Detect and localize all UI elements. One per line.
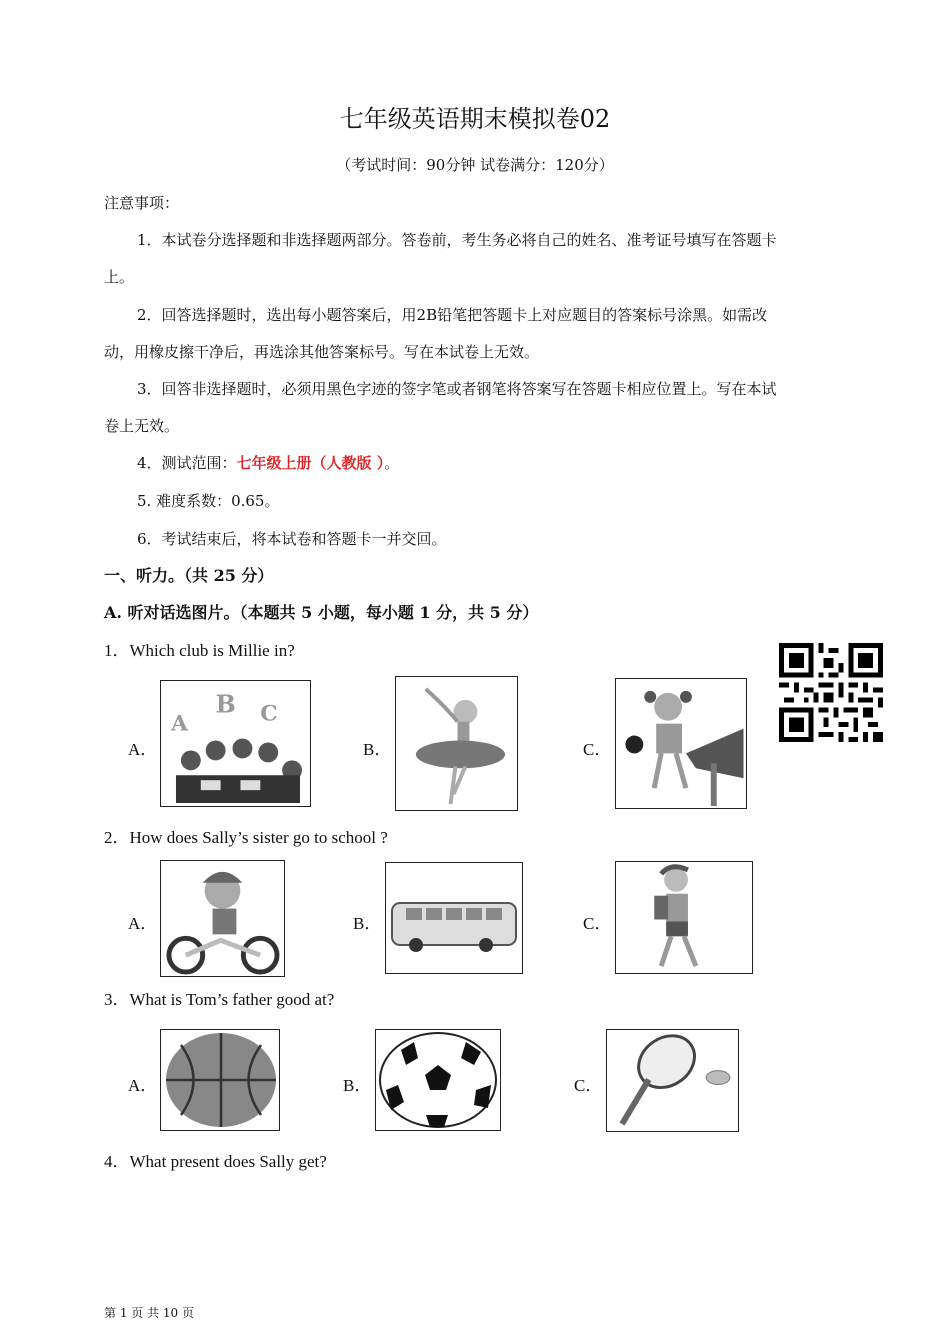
q3-option-a-label: A． [128,1076,158,1095]
svg-text:B: B [215,690,236,719]
soccer-ball-picture[interactable] [375,1029,501,1131]
notice-4-suffix: 。 [384,454,400,472]
notice-1-line2: 上。 [104,268,135,286]
basketball-picture[interactable] [160,1029,280,1131]
question-2: 2．How does Sally’s sister go to school ? [104,828,388,847]
tennis-racket-picture[interactable] [606,1029,739,1132]
bus-picture[interactable] [385,862,523,974]
notice-2-line1: 2．回答选择题时，选出每小题答案后，用2B铅笔把答题卡上对应题目的答案标号涂黑。如需改 [137,306,768,324]
qr-code-icon [779,643,883,742]
page-footer: 第 1 页 共 10 页 [104,1306,194,1320]
notice-4-prefix: 4．测试范围： [137,454,237,472]
notice-5: 5. 难度系数：0.65。 [137,492,280,510]
notice-2-line2: 动，用橡皮擦干净后，再选涂其他答案标号。写在本试卷上无效。 [104,343,540,361]
q3-option-c-label: C． [574,1076,603,1095]
q1-option-a-label: A． [128,740,158,759]
girl-walking-picture[interactable] [615,861,753,974]
q1-option-c-label: C． [583,740,612,759]
english-club-picture[interactable] [160,680,311,807]
q2-option-b-label: B． [353,914,382,933]
q2-option-a-label: A． [128,914,158,933]
notice-6: 6．考试结束后，将本试卷和答题卡一并交回。 [137,530,447,548]
svg-text:A: A [171,711,188,737]
page-title: 七年级英语期末模拟卷02 [339,105,611,133]
notice-4 [137,453,399,473]
notice-3-line1: 3．回答非选择题时，必须用黑色字迹的签字笔或者钢笔将答案写在答题卡相应位置上。写在本试 [137,380,777,398]
svg-text:C: C [260,701,278,727]
section-listening: 一、听力。（共 25 分） [104,566,274,585]
q2-option-c-label: C． [583,914,612,933]
question-1: 1．Which club is Millie in? [104,641,295,660]
q3-option-b-label: B． [343,1076,372,1095]
question-4: 4．What present does Sally get? [104,1152,327,1171]
notice-3-line2: 卷上无效。 [104,417,180,435]
ping-pong-player-picture[interactable] [615,678,747,809]
notice-1-line1: 1．本试卷分选择题和非选择题两部分。答卷前，考生务必将自己的姓名、准考证号填写在答题卡 [137,231,777,249]
boy-on-bike-picture[interactable] [160,860,285,977]
ballet-dancer-picture[interactable] [395,676,518,811]
test-scope: 七年级上册（人教版 ） [236,454,385,472]
question-3: 3．What is Tom’s father good at? [104,990,335,1009]
notice-heading: 注意事项： [104,194,180,212]
part-a-heading: A. 听对话选图片。（本题共 5 小题，每小题 1 分，共 5 分） [104,603,539,622]
exam-info: （考试时间：90分钟 试卷满分：120分） [336,156,614,174]
q1-option-b-label: B． [363,740,392,759]
